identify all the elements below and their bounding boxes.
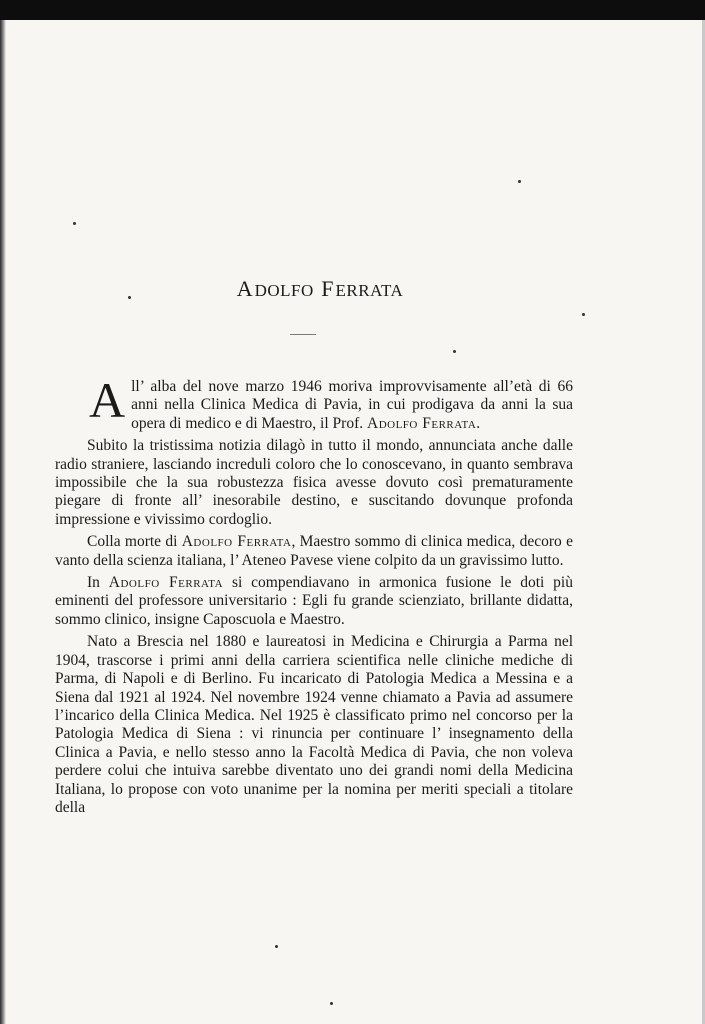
title-cap-a: A xyxy=(236,276,255,301)
title-rest-f: ERRATA xyxy=(335,281,404,300)
scan-speck xyxy=(453,350,456,353)
drop-cap: A xyxy=(89,372,126,428)
title-rule xyxy=(290,334,316,335)
paragraph-3 xyxy=(55,533,573,570)
paragraph-3-text-a: Colla morte di xyxy=(87,533,182,551)
scan-speck xyxy=(73,222,76,225)
person-name: Adolfo Ferrata xyxy=(181,533,292,551)
page-title xyxy=(0,276,640,302)
person-name: Adolfo Ferrata xyxy=(367,414,477,432)
paragraph-2: Subito la tristissima notizia dilagò in tutto il mondo, annunciata anche dalle radio straniere, lasciando increduli coloro che lo conoscevano, in quanto sembrava impossibile che la sua robustezza fisica avesse dovuto così prematuramente piegare di fronte all’ inesorabile destino, e suscitando dovunque profonda impressione e vivissimo cordoglio. xyxy=(55,437,573,528)
paragraph-4-text-b: si compendiavano in armonica fusione le doti più eminenti del professore universitario : Egli fu grande scienziato, brillante didatta, sommo clinico, insigne Caposcuola e Maestro. xyxy=(55,574,573,628)
scan-speck xyxy=(582,313,585,316)
scan-speck xyxy=(518,180,521,183)
scan-top-border xyxy=(0,0,705,20)
paragraph-4-text-a: In xyxy=(87,574,109,592)
paragraph-1 xyxy=(55,372,573,433)
paragraph-4 xyxy=(55,574,573,629)
body-text xyxy=(55,372,573,821)
paragraph-1-text-b: . xyxy=(476,414,481,432)
scan-speck xyxy=(128,296,131,299)
paragraph-3-text-b: , Maestro sommo di clinica medica, decoro e vanto della scienza italiana, l’ Ateneo Pavese viene colpito da un gravissimo lutto. xyxy=(55,533,573,569)
title-cap-f: F xyxy=(321,276,336,301)
paragraph-5: Nato a Brescia nel 1880 e laureatosi in Medicina e Chirurgia a Parma nel 1904, trascorse i primi anni della carriera scientifica nelle cliniche mediche di Parma, di Napoli e di Berlino. Fu incaricato di Patologia Medica a Messina e a Siena dal 1921 al 1924. Nel novembre 1924 venne chiamato a Pavia ad assumere l’incarico della Clinica Medica. Nel 1925 è classificato primo nel concorso per la Patologia Medica di Siena : vi rinuncia per continuare l’ insegnamento della Clinica a Pavia, e nello stesso anno la Facoltà Medica di Pavia, che non voleva perdere colui che intuiva sarebbe diventato uno dei grandi nomi della Medicina Italiana, lo propose con voto unanime per la nomina per meriti speciali a titolare della xyxy=(55,633,573,816)
person-name: Adolfo Ferrata xyxy=(108,574,224,592)
scan-speck xyxy=(275,945,278,948)
paragraph-1-text-a: ll’ alba del nove marzo 1946 moriva improvvisamente all’età di 66 anni nella Clinica Medica di Pavia, in cui prodigava da anni la sua opera di medico e di Maestro, il Prof. xyxy=(131,378,573,432)
scan-left-edge xyxy=(0,20,6,1024)
title-rest-a: DOLFO xyxy=(254,281,314,300)
scan-speck xyxy=(330,1002,333,1005)
